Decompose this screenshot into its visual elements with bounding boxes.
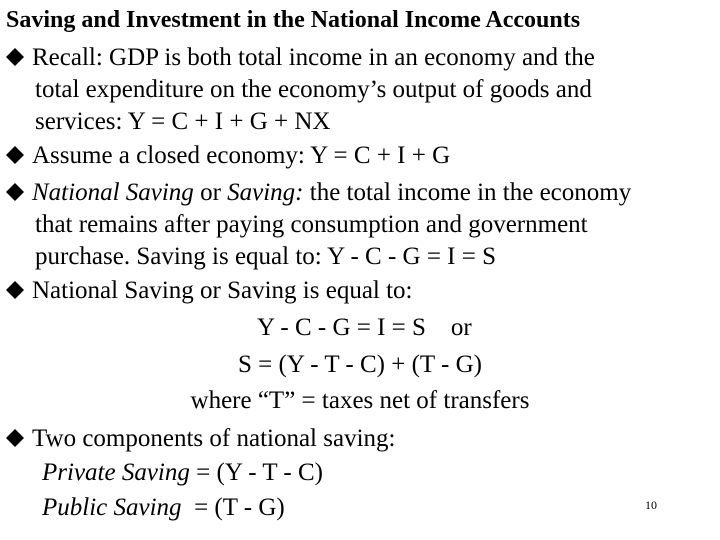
- bullet-text: the total income in the economy: [303, 179, 632, 206]
- public-saving-line: [42, 490, 285, 526]
- bullet-continuation: services: Y = C + I + G + NX: [35, 108, 331, 135]
- bullet-text: Recall: GDP is both total income in an economy and the: [32, 44, 595, 71]
- equation-saving: [257, 310, 472, 346]
- bullet-text: Assume a closed economy: Y = C + I + G: [32, 142, 451, 169]
- bullet-continuation: purchase. Saving is equal to: Y - C - G = I = S: [35, 243, 496, 270]
- bullet-text: National Saving or Saving is equal to:: [32, 277, 413, 304]
- diamond-bullet-icon: [6, 281, 24, 299]
- private-saving-line: [42, 455, 323, 491]
- bullet-item-two-components: [6, 421, 395, 457]
- bullet-text: Two components of national saving:: [32, 425, 396, 452]
- bullet-item-recall: [6, 40, 595, 76]
- bullet-item-saving-equal: [6, 273, 413, 309]
- bullet-item-closed-economy: [6, 138, 450, 174]
- page-number: 10: [645, 498, 657, 512]
- diamond-bullet-icon: [6, 429, 24, 447]
- term-saving: Saving:: [227, 179, 304, 206]
- bullet-item-national-saving-definition: [6, 175, 631, 211]
- public-saving-label: Public Saving: [42, 494, 182, 521]
- bullet-continuation: that remains after paying consumption and government: [35, 211, 588, 238]
- equation-saving-decomposition: S = (Y - T - C) + (T - G): [238, 351, 482, 378]
- bullet-text: or: [193, 179, 228, 206]
- public-saving-formula: = (T - G): [181, 494, 285, 521]
- taxes-note: where “T” = taxes net of transfers: [190, 387, 530, 414]
- diamond-bullet-icon: [6, 183, 24, 201]
- bullet-continuation: total expenditure on the economy’s output of goods and: [35, 76, 592, 103]
- slide-title: Saving and Investment in the National Income Accounts: [6, 7, 581, 33]
- private-saving-label: Private Saving: [42, 459, 190, 486]
- private-saving-formula: = (Y - T - C): [189, 459, 323, 486]
- diamond-bullet-icon: [6, 48, 24, 66]
- diamond-bullet-icon: [6, 146, 24, 164]
- equation-text: Y - C - G = I = S or: [257, 314, 472, 341]
- term-national-saving: National Saving: [32, 179, 194, 206]
